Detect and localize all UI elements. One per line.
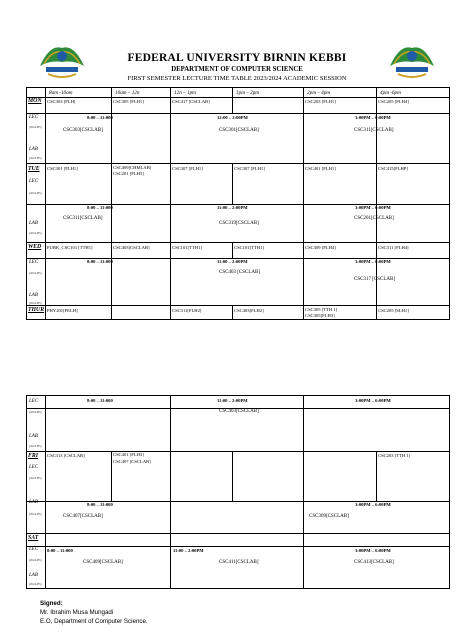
- tue-lec-2: CSC409[CHMLAB]: [113, 165, 152, 170]
- mon-lec-label: LEC: [29, 115, 39, 120]
- sat-lab-2: CSC411[CSCLAB]: [219, 560, 259, 565]
- timetable-page-2: [26, 395, 450, 589]
- sat-lab-time-2: 11:00 – 2:00PM: [173, 548, 204, 553]
- col-header-3: 12n – 1pm: [174, 90, 196, 96]
- mon-lec-2: CSC305 [FLH1]: [113, 99, 144, 104]
- wed-lec-4: CSC101[TTH1]: [234, 245, 264, 250]
- wed-lab-time-1: 8:00 – 11:000: [87, 259, 113, 264]
- wed-lec-5: CSC309 [FLH4]: [305, 245, 336, 250]
- tue-lec-4: CSC307 [FLH1]: [234, 166, 265, 171]
- university-name: FEDERAL UNIVERSITY BIRNIN KEBBI: [127, 52, 347, 64]
- sat-lec-label: LEC: [29, 547, 39, 552]
- mon-small-2: (2024-B5): [29, 156, 42, 160]
- mon-lec-3: CSC417 [CSCLAB]: [172, 99, 210, 104]
- tue-lec-5: CSC401 [FLH1]: [305, 166, 336, 171]
- signatory-role: E.O, Department of Computer Science.: [40, 617, 148, 625]
- col-header-6: 4pm -6pm: [380, 90, 401, 96]
- tue-small-2: (2024-B5): [29, 231, 42, 235]
- tue-lab-time-3: 3:00PM – 6:00PM: [355, 205, 391, 210]
- fri-lab-label: LAB: [29, 500, 38, 505]
- fri-lec-1: CSC313 [CSCLAB]: [47, 453, 85, 458]
- mon-lab-time-3: 3:00PM – 6:00PM: [355, 115, 391, 120]
- mon-lab-time-1: 8:00 – 11:000: [87, 115, 113, 120]
- fri-small-1: (2024-B5): [29, 476, 42, 480]
- thur-lec-3: CSC311[FLH2]: [172, 308, 202, 313]
- fri-lab-2: CSC309[CSCLAB]: [309, 514, 349, 519]
- fri-lab-1: CSC407[CSCLAB]: [63, 514, 103, 519]
- thur-lec-5b: CSC305[FLH3]: [305, 313, 335, 318]
- wed-lec-3: CSC101[TTH1]: [172, 245, 202, 250]
- thur-lec-5: CSC305 [TTH 1]: [305, 307, 338, 312]
- fri-lec-6: CSC203 [TTH 1]: [378, 453, 411, 458]
- mon-lab-2: CSC301[CSCLAB]: [219, 128, 259, 133]
- day-tuesday: TUE: [28, 166, 40, 172]
- fri-lab-time-1: 8:00 – 11:000: [87, 502, 113, 507]
- fri-lec-label: LEC: [29, 465, 39, 470]
- thur-small-1: (2024-B5): [29, 410, 42, 414]
- mon-lab-3: CSC311[CSCLAB]: [354, 128, 394, 133]
- wed-lec-label: LEC: [29, 260, 39, 265]
- sat-lab-label: LAB: [29, 573, 38, 578]
- thur-lab-label: LAB: [29, 434, 38, 439]
- fri-lec-2: CSC401 [FLH3]: [113, 452, 144, 457]
- thur-lec-4: CSC403[FLH2]: [234, 308, 264, 313]
- mon-small-1: (2024-B5): [29, 125, 42, 129]
- mon-lab-label: LAB: [29, 147, 38, 152]
- thur-lab-time-1: 8:00 – 11:000: [87, 398, 113, 403]
- fri-small-2: (2024-B5): [29, 512, 42, 516]
- wed-lab-label: LAB: [29, 293, 38, 298]
- wed-lab-time-2: 11:00 – 2:00PM: [217, 259, 248, 264]
- timetable-title: FIRST SEMESTER LECTURE TIME TABLE 2023/2024 ACADEMIC SESSION: [127, 75, 347, 82]
- thur-lab-time-3: 3:00PM – 6:00PM: [355, 398, 391, 403]
- day-friday: FRI: [28, 453, 38, 459]
- tue-lab-3: CSC201[CSCLAB]: [354, 216, 394, 221]
- sat-lab-time-3: 3:00PM – 6:00PM: [355, 548, 391, 553]
- department-name: DEPARTMENT OF COMPUTER SCIENCE: [171, 66, 303, 73]
- mon-lec-5: CSC203 [FLH1]: [305, 99, 336, 104]
- col-header-1: 8am -10am: [49, 90, 73, 96]
- tue-lab-time-1: 8:00 – 11:000: [87, 205, 113, 210]
- thur-lec-1: PHY201[FELH]: [47, 308, 78, 313]
- tue-lec-1: CSC301 [FLH1]: [47, 166, 78, 171]
- sat-lab-1: CSC409[CSCLAB]: [83, 560, 123, 565]
- sat-small-1: (2024-B5): [29, 558, 42, 562]
- day-thursday: THUR: [28, 307, 45, 313]
- thur-lec-6: CSC205 [SLH1]: [378, 308, 409, 313]
- wed-lec-1: FUBK_CSC101 [TTH1]: [47, 245, 93, 250]
- signature-block: [40, 600, 148, 627]
- tue-lec-3: CSC307 [FLH1]: [172, 166, 203, 171]
- thur-lab-1: CSC403[CSCLAB]: [219, 409, 259, 414]
- tue-lab-label: LAB: [29, 221, 38, 226]
- wed-lec-2: CSC403[CSCLAB]: [113, 245, 150, 250]
- day-saturday: SAT: [28, 535, 39, 541]
- sat-small-2: (2024-B5): [29, 582, 42, 586]
- tue-lec-6: CSC415[FLHP]: [378, 166, 408, 171]
- mon-lab-time-2: 12:00 – 2:00PM: [217, 115, 248, 120]
- wed-lab-2: CSC317 [CSCLAB]: [354, 277, 395, 282]
- wed-lec-6: CSC311 [FLH4]: [378, 245, 409, 250]
- thur-lec-label: LEC: [29, 399, 39, 404]
- fri-lab-time-2: 3:00PM – 6:00PM: [355, 502, 391, 507]
- day-monday: MON: [28, 98, 42, 104]
- thur-lab-time-2: 11:00 – 2:00PM: [217, 398, 248, 403]
- tue-lec-2b: CSC201 [FLH3]: [113, 171, 144, 176]
- fri-lec-2b: CSC407 [CSCLAB]: [113, 459, 151, 464]
- tue-small-1: (2024-B5): [29, 191, 42, 195]
- col-header-2: 10am – 12n: [115, 90, 140, 96]
- wed-small-1: (2024-B5): [29, 271, 42, 275]
- col-header-5: 2pm – 4pm: [307, 90, 331, 96]
- signed-label: Signed:: [40, 600, 63, 607]
- mon-lec-6: CSC205 [FLH4]: [378, 99, 409, 104]
- day-wednesday: WED: [28, 244, 42, 250]
- wed-lab-time-3: 3:00PM – 6:00PM: [355, 259, 391, 264]
- mon-lec-1: CSC303 [FLH]: [47, 99, 76, 104]
- sat-lab-time-1: 8:00 – 11:000: [47, 548, 73, 553]
- tue-lab-2: CSC319[CSCLAB]: [219, 221, 259, 226]
- sat-lab-3: CSC413[CSCLAB]: [354, 560, 394, 565]
- tue-lab-time-2: 11:00 – 2:00PM: [217, 205, 248, 210]
- thur-small-2: (2024-B5): [29, 444, 42, 448]
- wed-small-2: (2024-B5): [29, 301, 42, 305]
- wed-lab-1: CSC403 [CSCLAB]: [219, 270, 260, 275]
- col-header-4: 1pm – 2pm: [236, 90, 260, 96]
- timetable-page-1: [26, 87, 450, 320]
- tue-lab-1: CSC311[CSCLAB]: [63, 216, 103, 221]
- mon-lab-1: CSC303[CSCLAB]: [63, 128, 103, 133]
- signatory-name: Mr. Ibrahim Musa Mungadi: [40, 608, 114, 616]
- tue-lec-label: LEC: [29, 179, 39, 184]
